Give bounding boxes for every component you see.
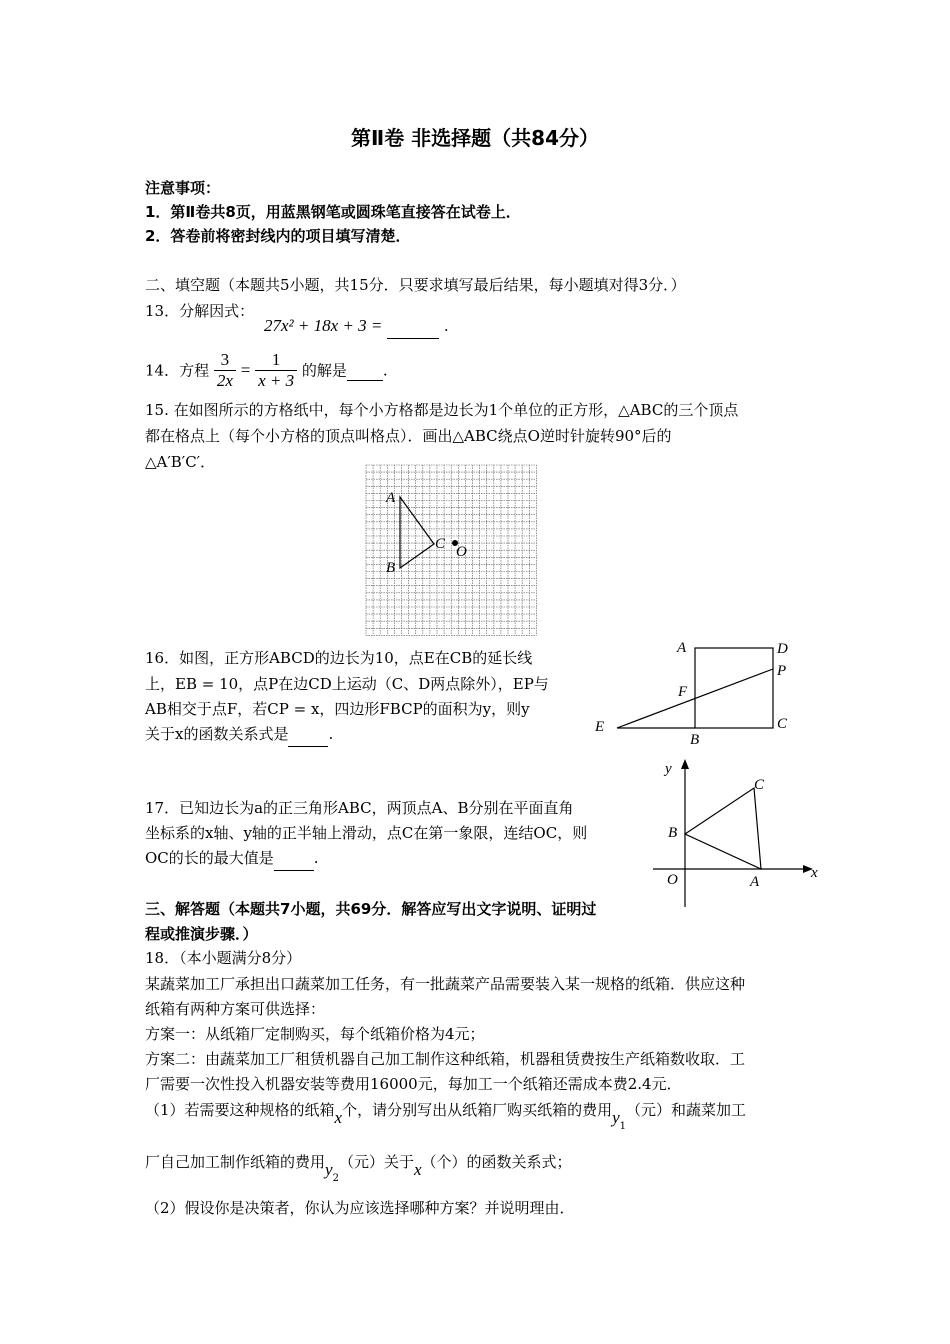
sq-label-d: D <box>777 641 788 657</box>
page-title: 第Ⅱ卷 非选择题（共84分） <box>351 126 599 150</box>
ax-label-c: C <box>754 777 765 793</box>
q13-expression <box>264 314 449 339</box>
q14-fraction-1: $\frac{3}{2x}$ <box>214 350 236 391</box>
grid-label-a: A <box>386 490 396 506</box>
q15-line-2: 都在格点上（每个小方格的顶点叫格点）．画出△ABC绕点O逆时针旋转90°后的 <box>145 427 672 445</box>
q16-line-2: 上，EB = 10，点P在边CD上运动（C、D两点除外），EP与 <box>145 675 549 693</box>
q18-sub1-line2: 厂自己加工制作纸箱的费用$y_2$（元）关于x（个）的函数关系式； <box>145 1153 572 1184</box>
q18-sub2: （2）假设你是决策者，你认为应该选择哪种方案？并说明理由． <box>145 1199 575 1217</box>
sq-label-c: C <box>777 716 788 732</box>
q18-p5: 厂需要一次性投入机器安装等费用16000元，每加工一个纸箱还需成本费2.4元． <box>145 1075 682 1093</box>
ax-label-b: B <box>668 825 678 841</box>
q18-p2: 纸箱有两种方案可供选择： <box>145 1000 326 1018</box>
q13-label: 13．分解因式： <box>145 302 255 320</box>
axes-figure <box>645 755 825 915</box>
section3-line-2: 程或推演步骤．） <box>145 925 258 943</box>
q13-end: . <box>443 317 449 335</box>
q15-line-3: △A′B′C′． <box>145 453 216 471</box>
grid-figure <box>360 460 540 638</box>
notes-item-1: 1．第Ⅱ卷共8页，用蓝黑钢笔或圆珠笔直接答在试卷上． <box>145 203 521 221</box>
grid-label-c: C <box>435 536 446 552</box>
q18-var-y1: y <box>612 1108 620 1127</box>
ax-label-y: y <box>665 761 672 777</box>
q14-fraction-2: $\frac{1}{x + 3}$ <box>255 350 297 391</box>
grid-label-b: B <box>386 560 396 576</box>
q13-answer-blank <box>387 314 439 339</box>
q16-line-4-wrap: 关于x的函数关系式是 . <box>145 722 333 747</box>
q16-line-4: 关于x的函数关系式是 <box>145 725 289 743</box>
q18-head: 18．（本小题满分8分） <box>145 949 302 967</box>
q13-expr: 27x² + 18x + 3 = <box>264 316 383 335</box>
q16-line-1: 16．如图，正方形ABCD的边长为10，点E在CB的延长线 <box>145 649 533 667</box>
y-axis-arrow <box>681 759 689 769</box>
q18-var-y2: y <box>325 1160 333 1179</box>
q18-var-x-2: x <box>413 1160 422 1179</box>
grid-label-o: O <box>456 544 467 560</box>
sq-label-p: P <box>777 663 787 679</box>
ax-label-a: A <box>750 874 760 890</box>
q18-p1: 某蔬菜加工厂承担出口蔬菜加工任务，有一批蔬菜产品需要装入某一规格的纸箱．供应这种 <box>145 975 746 993</box>
sq-label-a: A <box>677 640 687 656</box>
sq-label-b: B <box>690 732 700 748</box>
notes-item-2: 2．答卷前将密封线内的项目填写清楚． <box>145 227 411 245</box>
q17-answer-blank <box>274 846 314 871</box>
q18-var-x: x <box>334 1108 343 1127</box>
q18-sub1-line1: （1）若需要这种规格的纸箱x个，请分别写出从纸箱厂购买纸箱的费用$y_1$（元）和蔬菜加工 <box>145 1101 747 1132</box>
square-abcd <box>695 648 773 728</box>
q15-line-1: 15. 在如图所示的方格纸中，每个小方格都是边长为1个单位的正方形，△ABC的三个顶点 <box>145 401 739 419</box>
section2-heading: 二、填空题（本题共5小题，共15分．只要求填写最后结果，每小题填对得3分．） <box>145 276 686 294</box>
q17-line-2: 坐标系的x轴、y轴的正半轴上滑动，点C在第一象限，连结OC，则 <box>145 824 588 842</box>
triangle-abc-axes <box>685 788 761 869</box>
q14-label: 14．方程 <box>145 361 210 380</box>
q17-line-3-wrap: OC的长的最大值是 . <box>145 846 319 871</box>
q17-line-3: OC的长的最大值是 <box>145 849 274 867</box>
q18-p4: 方案二：由蔬菜加工厂租赁机器自己加工制作这种纸箱，机器租赁费按生产纸箱数收取．工 <box>145 1050 746 1068</box>
section3-line-1: 三、解答题（本题共7小题，共69分．解答应写出文字说明、证明过 <box>145 900 597 918</box>
sq-label-e: E <box>595 719 605 735</box>
q14-answer-blank <box>347 360 383 381</box>
q18-p3: 方案一：从纸箱厂定制购买，每个纸箱价格为4元； <box>145 1025 485 1043</box>
ax-label-x: x <box>811 865 818 881</box>
q17-line-1: 17．已知边长为a的正三角形ABC，两顶点A、B分别在平面直角 <box>145 799 574 817</box>
q16-answer-blank <box>288 722 328 747</box>
q16-line-3: AB相交于点F，若CP = x，四边形FBCP的面积为y，则y <box>145 700 530 718</box>
notes-heading: 注意事项： <box>145 179 221 197</box>
ax-label-o: O <box>667 872 678 888</box>
square-figure <box>585 630 825 750</box>
sq-label-f: F <box>678 684 688 700</box>
q14-tail: 的解是 <box>301 361 347 380</box>
q14: 14．方程 $\frac{3}{2x}$ = $\frac{1}{x + 3}$ 的解是 . <box>145 350 388 390</box>
